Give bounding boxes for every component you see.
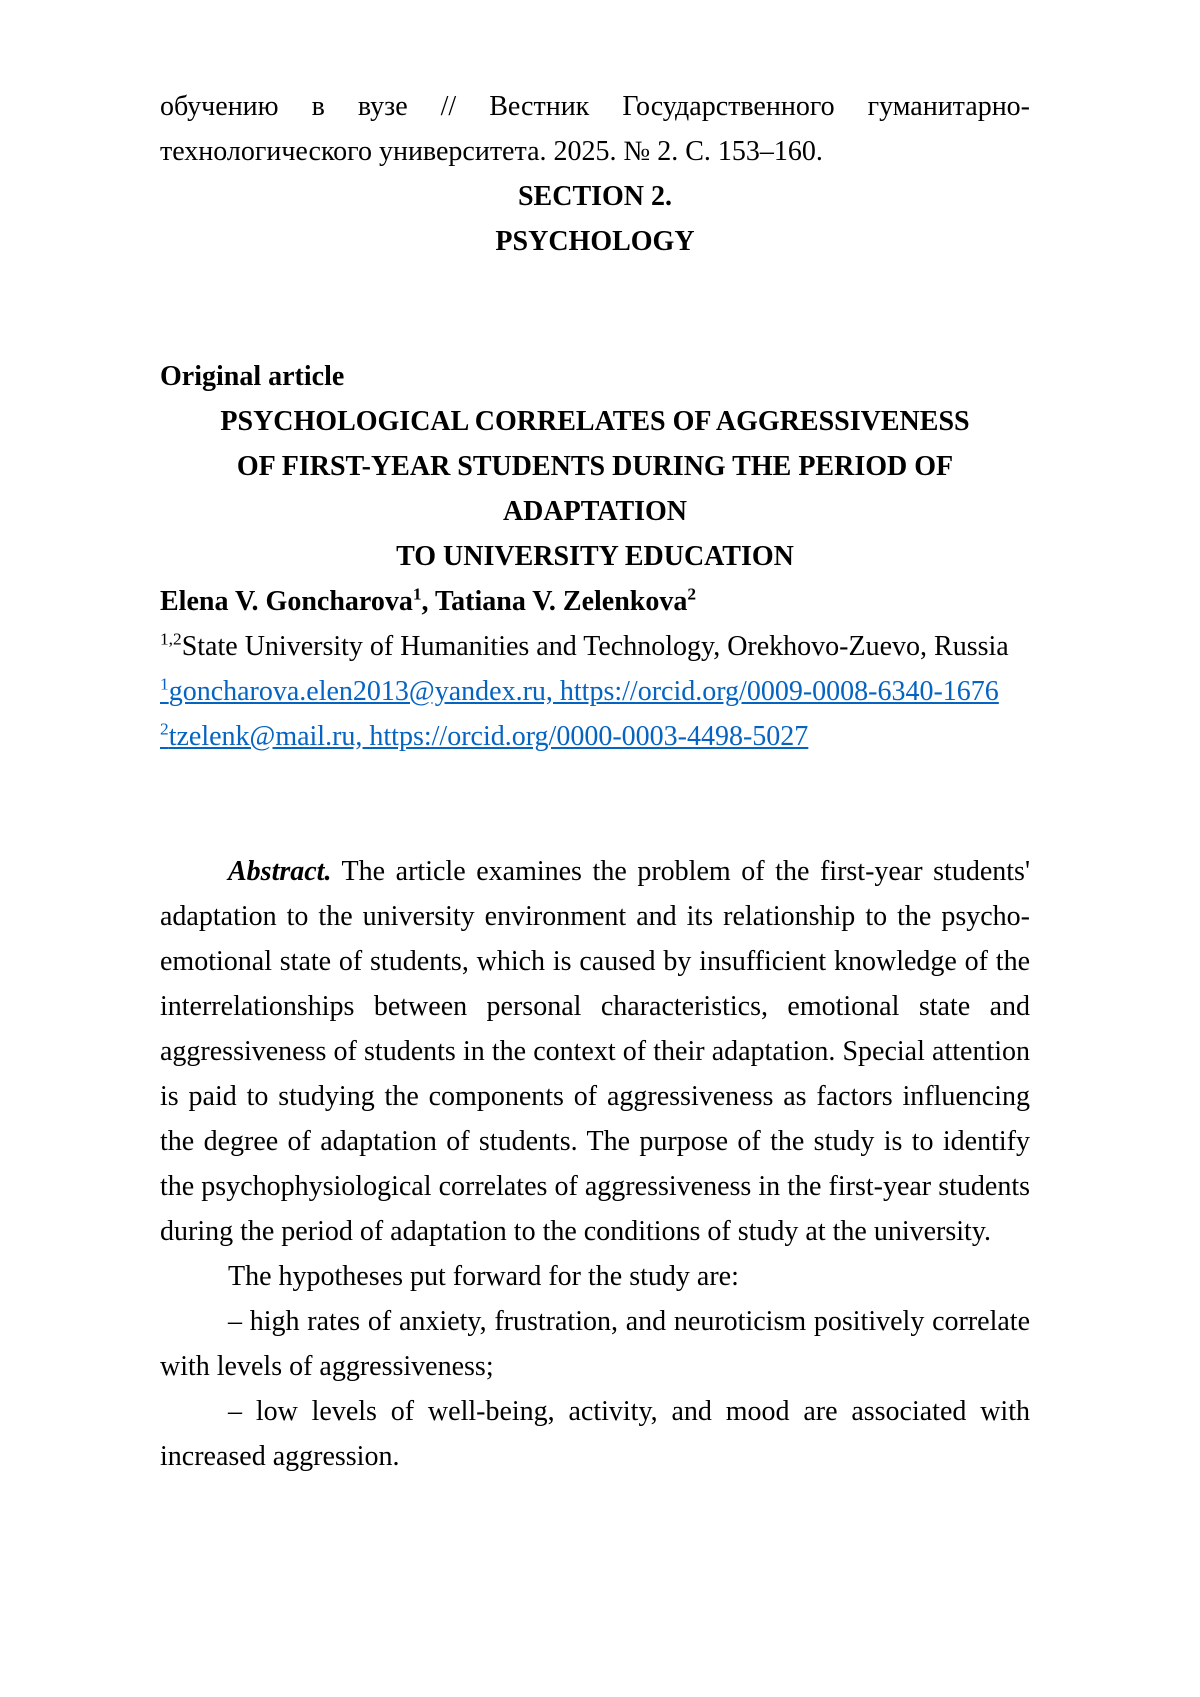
reference-text: обучению в вузе // Вестник Государственного гуманитарно-технологического университета. 2025. № 2. С. 153–160. bbox=[160, 91, 1030, 167]
affiliation-superscript: 1,2 bbox=[160, 629, 182, 649]
article-title bbox=[160, 399, 1030, 579]
abstract-text: The article examines the problem of the first-year students' adaptation to the university environment and its relationship to the psycho-emotional state of students, which is caused by insufficient knowledge of the interrelationships between personal characteristics, emotional state and aggressiveness of students in the context of their adaptation. Special attention is paid to studying the components of aggressiveness as factors influencing the degree of adaptation of students. The purpose of the study is to identify the psychophysiological correlates of aggressiveness in the first-year students during the period of adaptation to the conditions of study at the university. bbox=[160, 856, 1030, 1247]
article-type-label: Original article bbox=[160, 361, 345, 392]
article-title-line-1: PSYCHOLOGICAL CORRELATES OF AGGRESSIVENESS bbox=[220, 406, 970, 437]
abstract-label: Abstract. bbox=[228, 856, 332, 887]
author-superscript-2: 2 bbox=[687, 584, 697, 604]
contact-line-1 bbox=[160, 669, 1030, 714]
contact-link-1[interactable] bbox=[160, 676, 999, 707]
author-name-1: Elena V. Goncharova bbox=[160, 586, 413, 617]
article-title-line-3: TO UNIVERSITY EDUCATION bbox=[396, 541, 794, 572]
abstract-paragraph bbox=[160, 849, 1030, 1254]
hypothesis-item-2: – low levels of well-being, activity, and mood are associated with increased aggression. bbox=[160, 1396, 1030, 1472]
article-title-line-2: OF FIRST-YEAR STUDENTS DURING THE PERIOD OF ADAPTATION bbox=[236, 451, 954, 527]
hypothesis-item-1: – high rates of anxiety, frustration, and neuroticism positively correlate with levels of aggressiveness; bbox=[160, 1306, 1030, 1382]
contact-link-2[interactable] bbox=[160, 721, 808, 752]
contact-link-text-2: tzelenk@mail.ru, https://orcid.org/0000-0003-4498-5027 bbox=[168, 721, 809, 752]
hypotheses-intro: The hypotheses put forward for the study are: bbox=[228, 1261, 739, 1292]
author-name-2: Tatiana V. Zelenkova bbox=[435, 586, 688, 617]
authors-line bbox=[160, 579, 1030, 624]
affiliation-text: State University of Humanities and Technology, Orekhovo-Zuevo, Russia bbox=[181, 631, 1009, 662]
contact-superscript-1: 1 bbox=[160, 674, 169, 694]
section-heading-line-2: PSYCHOLOGY bbox=[495, 226, 695, 257]
contact-link-text-1: goncharova.elen2013@yandex.ru, https://orcid.org/0009-0008-6340-1676 bbox=[168, 676, 999, 707]
contact-line-2 bbox=[160, 714, 1030, 759]
contact-superscript-2: 2 bbox=[160, 719, 169, 739]
author-separator: , bbox=[421, 586, 436, 617]
section-heading-line-1: SECTION 2. bbox=[517, 181, 673, 212]
affiliation-line bbox=[160, 624, 1030, 669]
author-superscript-1: 1 bbox=[412, 584, 422, 604]
